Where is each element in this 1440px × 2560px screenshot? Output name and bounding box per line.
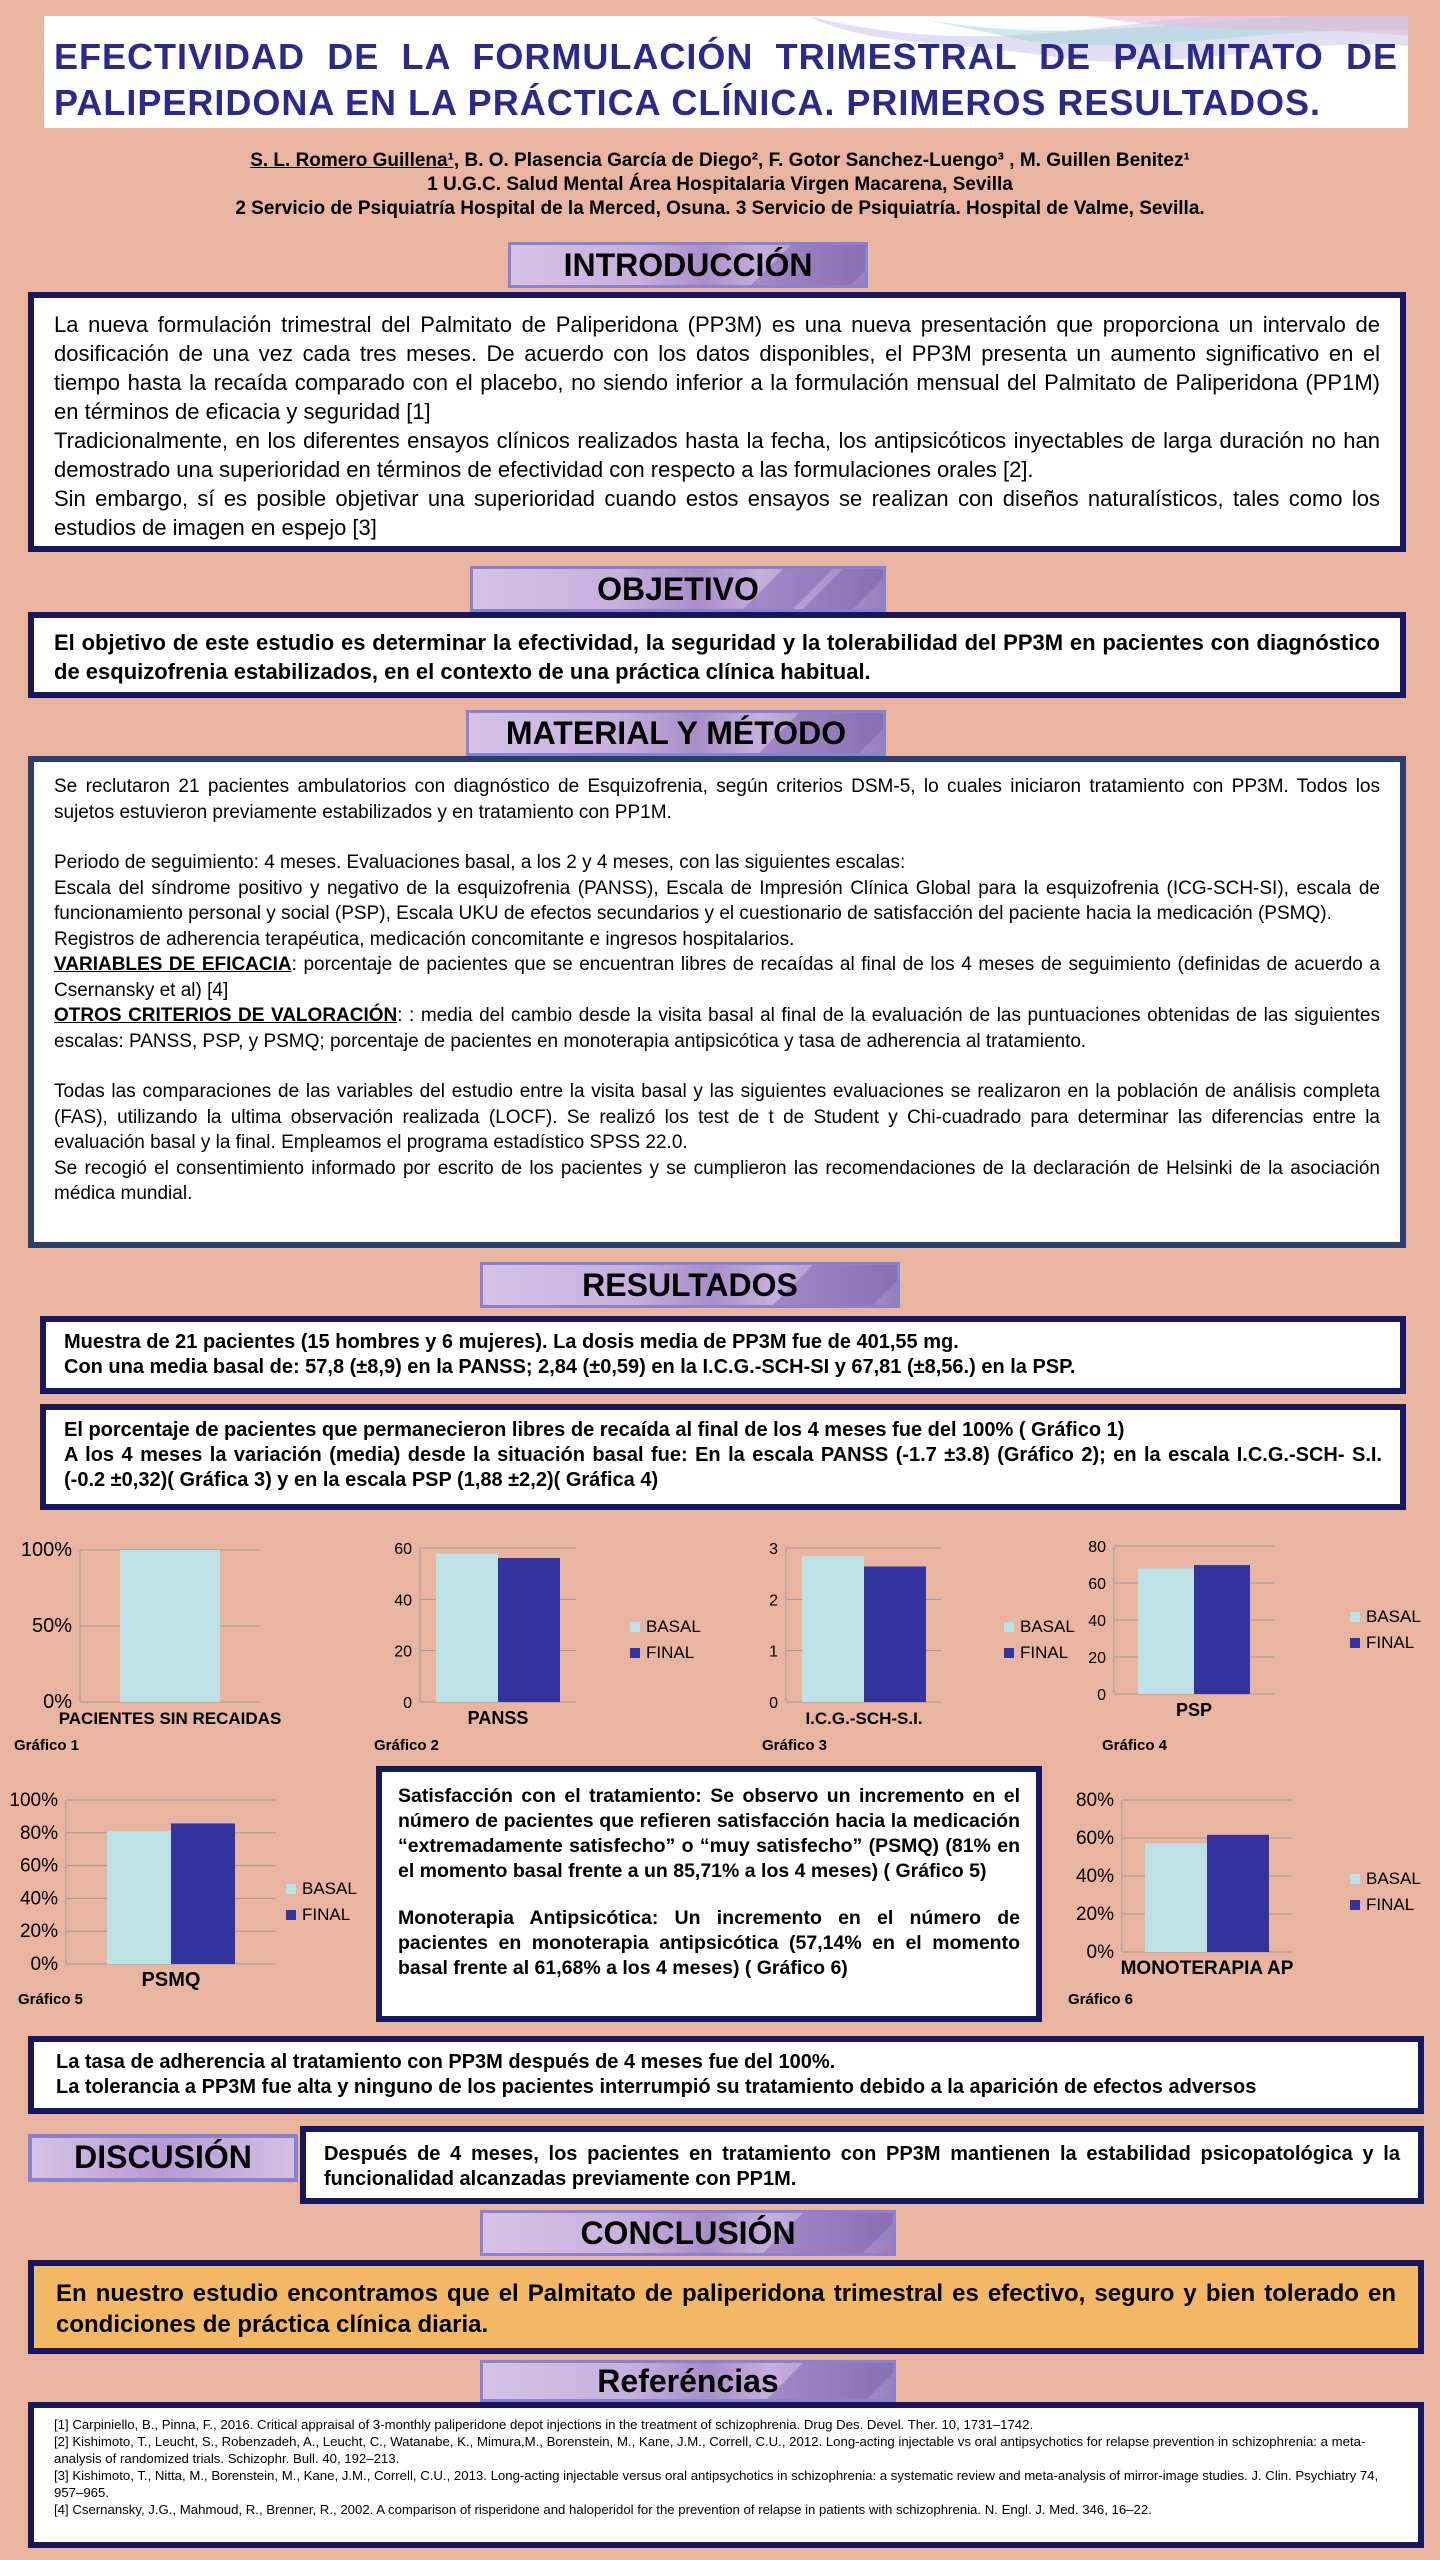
legend-label: BASAL <box>302 1879 357 1898</box>
methods-efficacy: VARIABLES DE EFICACIA: porcentaje de pacientes que se encuentran libres de recaídas al final de los 4 meses de seguimiento (definidas de acuerdo a Csernansky et al) [4] <box>54 954 1380 1001</box>
bar-final <box>498 1558 560 1702</box>
results-summary-box <box>40 1316 1406 1394</box>
title-banner <box>44 16 1408 128</box>
legend-swatch <box>630 1648 640 1658</box>
section-header-intro: INTRODUCCIÓN <box>508 242 868 288</box>
y-tick-label: 60 <box>394 1541 412 1558</box>
legend-swatch <box>286 1884 296 1894</box>
legend-label: FINAL <box>1366 1895 1415 1914</box>
legend-label: BASAL <box>1020 1617 1075 1636</box>
y-tick-label: 60% <box>19 1855 58 1877</box>
category-label: PSP <box>1175 1700 1213 1720</box>
section-header-results: RESULTADOS <box>480 1262 900 1308</box>
reference-4: [4] Csernansky, J.G., Mahmoud, R., Brenner, R., 2002. A comparison of risperidone and haloperidol for the prevention of relapse in patients with schizophrenia. N. Engl. J. Med. 346, 16–22. <box>54 2502 1152 2517</box>
legend-label: BASAL <box>646 1617 701 1636</box>
methods-p6: Se recogió el consentimiento informado por escrito de los pacientes y se cumplieron las recomendaciones de la declaración de Helsinki de la asociación médica mundial. <box>54 1157 1380 1204</box>
results-baseline: Con una media basal de: 57,8 (±8,9) en la PANSS; 2,84 (±0,59) en la I.C.G.-SCH-SI y 67,81 (±8,56.) en la PSP. <box>64 1356 1076 1378</box>
chart-2-area <box>360 1532 720 1758</box>
monotherapy-text: Monoterapia Antipsicótica: Un incremento en el número de pacientes en monoterapia antipsicótica (57,14% en el momento basal frente al 61,68% a los 4 meses) ( Gráfico 6) <box>398 1907 1020 1979</box>
y-tick-label: 0% <box>43 1691 72 1713</box>
y-tick-label: 40% <box>19 1888 58 1910</box>
y-tick-label: 40 <box>394 1592 412 1610</box>
intro-paragraph-3: Sin embargo, sí es posible objetivar una superioridad cuando estos ensayos se realizan con diseños naturalísticos, tales como los estudios de imagen en espejo [3] <box>54 486 1380 540</box>
results-relapse: El porcentaje de pacientes que permanecieron libres de recaída al final de los 4 meses fue del 100% ( Gráfico 1) <box>64 1419 1125 1441</box>
bar-basal <box>802 1556 864 1702</box>
methods-p2: Periodo de seguimiento: 4 meses. Evaluaciones basal, a los 2 y 4 meses, con las siguientes escalas: <box>54 852 906 873</box>
adherence-box <box>28 2036 1424 2114</box>
chart-monotherapy <box>1050 1780 1440 2012</box>
legend-label: FINAL <box>302 1905 351 1924</box>
bar-basal <box>1145 1843 1207 1952</box>
conclusion-text: En nuestro estudio encontramos que el Palmitato de paliperidona trimestral es efectivo, seguro y bien tolerado en condiciones de práctica clínica diaria. <box>56 2280 1396 2338</box>
y-tick-label: 0 <box>769 1695 778 1712</box>
chart-caption: Gráfico 3 <box>762 1737 828 1754</box>
section-header-objective: OBJETIVO <box>470 566 886 612</box>
affiliation-1: 1 U.G.C. Salud Mental Área Hospitalaria Virgen Macarena, Sevilla <box>427 174 1013 195</box>
affiliation-2: 2 Servicio de Psiquiatría Hospital de la Merced, Osuna. 3 Servicio de Psiquiatría. Hospital de Valme, Sevilla. <box>235 198 1205 219</box>
intro-paragraph-1: La nueva formulación trimestral del Palmitato de Paliperidona (PP3M) es una nueva presentación que proporciona un intervalo de dosificación de una vez cada tres meses. De acuerdo con los datos disponibles, el PP3M presenta un aumento significativo en el tiempo hasta la recaída comparado con el placebo, no siendo inferior a la formulación mensual del Palmitato de Paliperidona (PP1M) en términos de eficacia y seguridad [1] <box>54 312 1380 424</box>
legend-swatch <box>1350 1638 1360 1648</box>
satisfaction-box <box>376 1766 1042 2022</box>
chart-caption: Gráfico 6 <box>1068 1991 1134 2008</box>
chart-psmq <box>0 1780 376 2012</box>
objective-box <box>28 612 1406 698</box>
results-efficacy-box <box>40 1404 1406 1510</box>
bar-final <box>171 1823 235 1964</box>
chart-caption: Gráfico 5 <box>18 1991 84 2008</box>
chart-5-area <box>0 1780 376 2012</box>
first-author: S. L. Romero Guillena¹, <box>250 150 460 171</box>
efficacy-label: VARIABLES DE EFICACIA <box>54 954 292 975</box>
bar-value <box>120 1550 220 1702</box>
y-tick-label: 0% <box>1086 1942 1114 1963</box>
legend-label: FINAL <box>1020 1643 1069 1662</box>
section-header-discussion: DISCUSIÓN <box>28 2134 298 2182</box>
chart-1-area <box>0 1532 340 1758</box>
category-label: PACIENTES SIN RECAIDAS <box>58 1709 282 1728</box>
y-tick-label: 20 <box>394 1643 412 1661</box>
tolerance-text: La tolerancia a PP3M fue alta y ninguno de los pacientes interrumpió su tratamiento debido a la aparición de efectos adversos <box>56 2076 1257 2098</box>
intro-paragraph-2: Tradicionalmente, en los diferentes ensayos clínicos realizados hasta la fecha, los antipsicóticos inyectables de larga duración no han demostrado una superioridad en términos de efectividad con respecto a las formulaciones orales [2]. <box>54 428 1380 482</box>
legend-swatch <box>1350 1874 1360 1884</box>
bar-basal <box>107 1831 171 1964</box>
legend-swatch <box>630 1622 640 1632</box>
y-tick-label: 1 <box>769 1643 778 1661</box>
y-tick-label: 20% <box>19 1921 58 1943</box>
y-tick-label: 0% <box>30 1954 58 1975</box>
reference-3: [3] Kishimoto, T., Nitta, M., Borenstein, M., Kane, J.M., Correll, C.U., 2013. Long-acting injectable versus oral antipsychotics in schizophrenia: a systematic review and meta-analysis of mirror-image studies. J. Clin. Psychiatry 74, 957–965. <box>54 2468 1379 2500</box>
legend-label: BASAL <box>1366 1869 1421 1888</box>
legend-swatch <box>286 1910 296 1920</box>
methods-other: OTROS CRITERIOS DE VALORACIÓN: : media del cambio desde la visita basal al final de la evaluación de las puntuaciones obtenidas de las siguientes escalas: PANSS, PSP, y PSMQ; porcentaje de pacientes en monoterapia antipsicótica y tasa de adherencia al tratamiento. <box>54 1005 1380 1052</box>
category-label: PANSS <box>467 1708 529 1728</box>
section-header-references: Referéncias <box>480 2360 896 2402</box>
y-tick-label: 60 <box>1088 1576 1106 1593</box>
y-tick-label: 80 <box>1088 1539 1106 1556</box>
reference-1: [1] Carpiniello, B., Pinna, F., 2016. Critical appraisal of 3-monthly paliperidone depot injections in the treatment of schizophrenia. Drug Des. Devel. Ther. 10, 1731–1742. <box>54 2417 1034 2432</box>
results-variation: A los 4 meses la variación (media) desde la situación basal fue: En la escala PANSS (-1.7 ±3.8) (Gráfico 2); en la escala I.C.G.-SCH- S.I. (-0.2 ±0,32)( Gráfica 3) y en la escala PSP (1,88 ±2,2)( Gráfica 4) <box>64 1444 1382 1491</box>
chart-caption: Gráfico 1 <box>14 1737 80 1754</box>
category-label: PSMQ <box>141 1969 201 1991</box>
y-tick-label: 0 <box>403 1695 412 1712</box>
y-tick-label: 20% <box>1075 1904 1114 1925</box>
y-tick-label: 80% <box>19 1822 58 1844</box>
legend-swatch <box>1350 1612 1360 1622</box>
other-authors: B. O. Plasencia García de Diego², F. Gotor Sanchez-Luengo³ , M. Guillen Benitez¹ <box>459 150 1190 171</box>
y-tick-label: 20 <box>1088 1650 1106 1667</box>
conclusion-box <box>28 2260 1424 2354</box>
y-tick-label: 100% <box>20 1539 72 1561</box>
y-tick-label: 40% <box>1075 1866 1114 1887</box>
references-box <box>28 2402 1424 2548</box>
legend-swatch <box>1004 1648 1014 1658</box>
legend-label: FINAL <box>1366 1633 1415 1652</box>
methods-p1: Se reclutaron 21 pacientes ambulatorios con diagnóstico de Esquizofrenia, según criterios DSM-5, lo cuales iniciaron tratamiento con PP3M. Todos los sujetos estuvieron previamente estabilizados y en tratamiento con PP1M. <box>54 776 1380 823</box>
chart-relapse-free <box>0 1532 340 1758</box>
y-tick-label: 100% <box>9 1790 58 1811</box>
y-tick-label: 2 <box>769 1592 778 1610</box>
y-tick-label: 0 <box>1097 1687 1106 1704</box>
chart-psp <box>1060 1526 1440 1758</box>
satisfaction-text: Satisfacción con el tratamiento: Se observo un incremento en el número de pacientes que refieren satisfacción hacia la medicación “extremadamente satisfecho” o “muy satisfecho” (PSMQ) (81% en el momento basal frente a un 85,71% a los 4 meses) ( Gráfico 5) <box>398 1785 1020 1882</box>
chart-icg <box>726 1532 1096 1758</box>
other-criteria-label: OTROS CRITERIOS DE VALORACIÓN <box>54 1005 398 1026</box>
legend-swatch <box>1004 1622 1014 1632</box>
section-header-conclusion: CONCLUSIÓN <box>480 2210 896 2256</box>
adherence-rate: La tasa de adherencia al tratamiento con PP3M después de 4 meses fue del 100%. <box>56 2051 836 2073</box>
chart-panss <box>360 1532 720 1758</box>
y-tick-label: 50% <box>31 1615 72 1637</box>
legend-label: FINAL <box>646 1643 695 1662</box>
results-sample: Muestra de 21 pacientes (15 hombres y 6 mujeres). La dosis media de PP3M fue de 401,55 mg. <box>64 1331 959 1353</box>
discussion-box <box>300 2126 1424 2204</box>
reference-2: [2] Kishimoto, T., Leucht, S., Robenzadeh, A., Leucht, C., Watanabe, K., Mimura,M., Borenstein, M., Kane, J.M., Correll, C.U., 2012. Long-acting injectable vs oral antipsychotics for relapse prevention in schizophrenia: a meta-analysis of randomized trials. Schizophr. Bull. 40, 192–213. <box>54 2434 1366 2466</box>
methods-p4: Registros de adherencia terapéutica, medicación concomitante e ingresos hospitalarios. <box>54 928 795 950</box>
bar-basal <box>1138 1569 1194 1694</box>
bar-basal <box>436 1554 498 1702</box>
authors <box>0 150 1440 172</box>
y-tick-label: 40 <box>1088 1613 1106 1630</box>
bar-final <box>1194 1565 1250 1694</box>
bar-final <box>864 1566 926 1702</box>
chart-4-area <box>1060 1526 1440 1758</box>
category-label: I.C.G.-SCH-S.I. <box>805 1709 923 1728</box>
y-tick-label: 80% <box>1075 1790 1114 1811</box>
discussion-text: Después de 4 meses, los pacientes en tratamiento con PP3M mantienen la estabilidad psicopatológica y la funcionalidad alcanzadas previamente con PP1M. <box>324 2143 1400 2190</box>
intro-box <box>28 292 1406 552</box>
y-tick-label: 3 <box>769 1541 778 1558</box>
methods-p3: Escala del síndrome positivo y negativo de la esquizofrenia (PANSS), Escala de Impresión Clínica Global para la esquizofrenia (ICG-SCH-SI), escala de funcionamiento personal y social (PSP), Escala UKU de efectos secundarios y el cuestionario de satisfacción del paciente hacia la medicación (PSMQ). <box>54 877 1380 924</box>
chart-caption: Gráfico 2 <box>374 1737 440 1754</box>
y-tick-label: 60% <box>1075 1828 1114 1849</box>
methods-p5: Todas las comparaciones de las variables del estudio entre la visita basal y las siguientes evaluaciones se realizaron en la población de análisis completa (FAS), utilizando la ultima observación realizada (LOCF). Se realizó los test de t de Student y Chi-cuadrado para determinar las diferencias entre la evaluación basal y la final. Empleamos el programa estadístico SPSS 22.0. <box>54 1081 1380 1153</box>
objective-text: El objetivo de este estudio es determinar la efectividad, la seguridad y la tolerabilidad del PP3M en pacientes con diagnóstico de esquizofrenia estabilizados, en el contexto de una práctica clínica habitual. <box>54 630 1380 684</box>
bar-final <box>1207 1835 1269 1952</box>
category-label: MONOTERAPIA AP <box>1120 1958 1294 1979</box>
chart-3-area <box>726 1532 1096 1758</box>
poster-title: EFECTIVIDAD DE LA FORMULACIÓN TRIMESTRAL DE PALMITATO DE PALIPERIDONA EN LA PRÁCTICA CLÍNICA. PRIMEROS RESULTADOS. <box>54 36 1398 123</box>
chart-caption: Gráfico 4 <box>1102 1737 1168 1754</box>
section-header-methods: MATERIAL Y MÉTODO <box>466 710 886 756</box>
legend-label: BASAL <box>1366 1607 1421 1626</box>
chart-6-area <box>1050 1780 1440 2012</box>
methods-box <box>28 756 1406 1248</box>
legend-swatch <box>1350 1900 1360 1910</box>
